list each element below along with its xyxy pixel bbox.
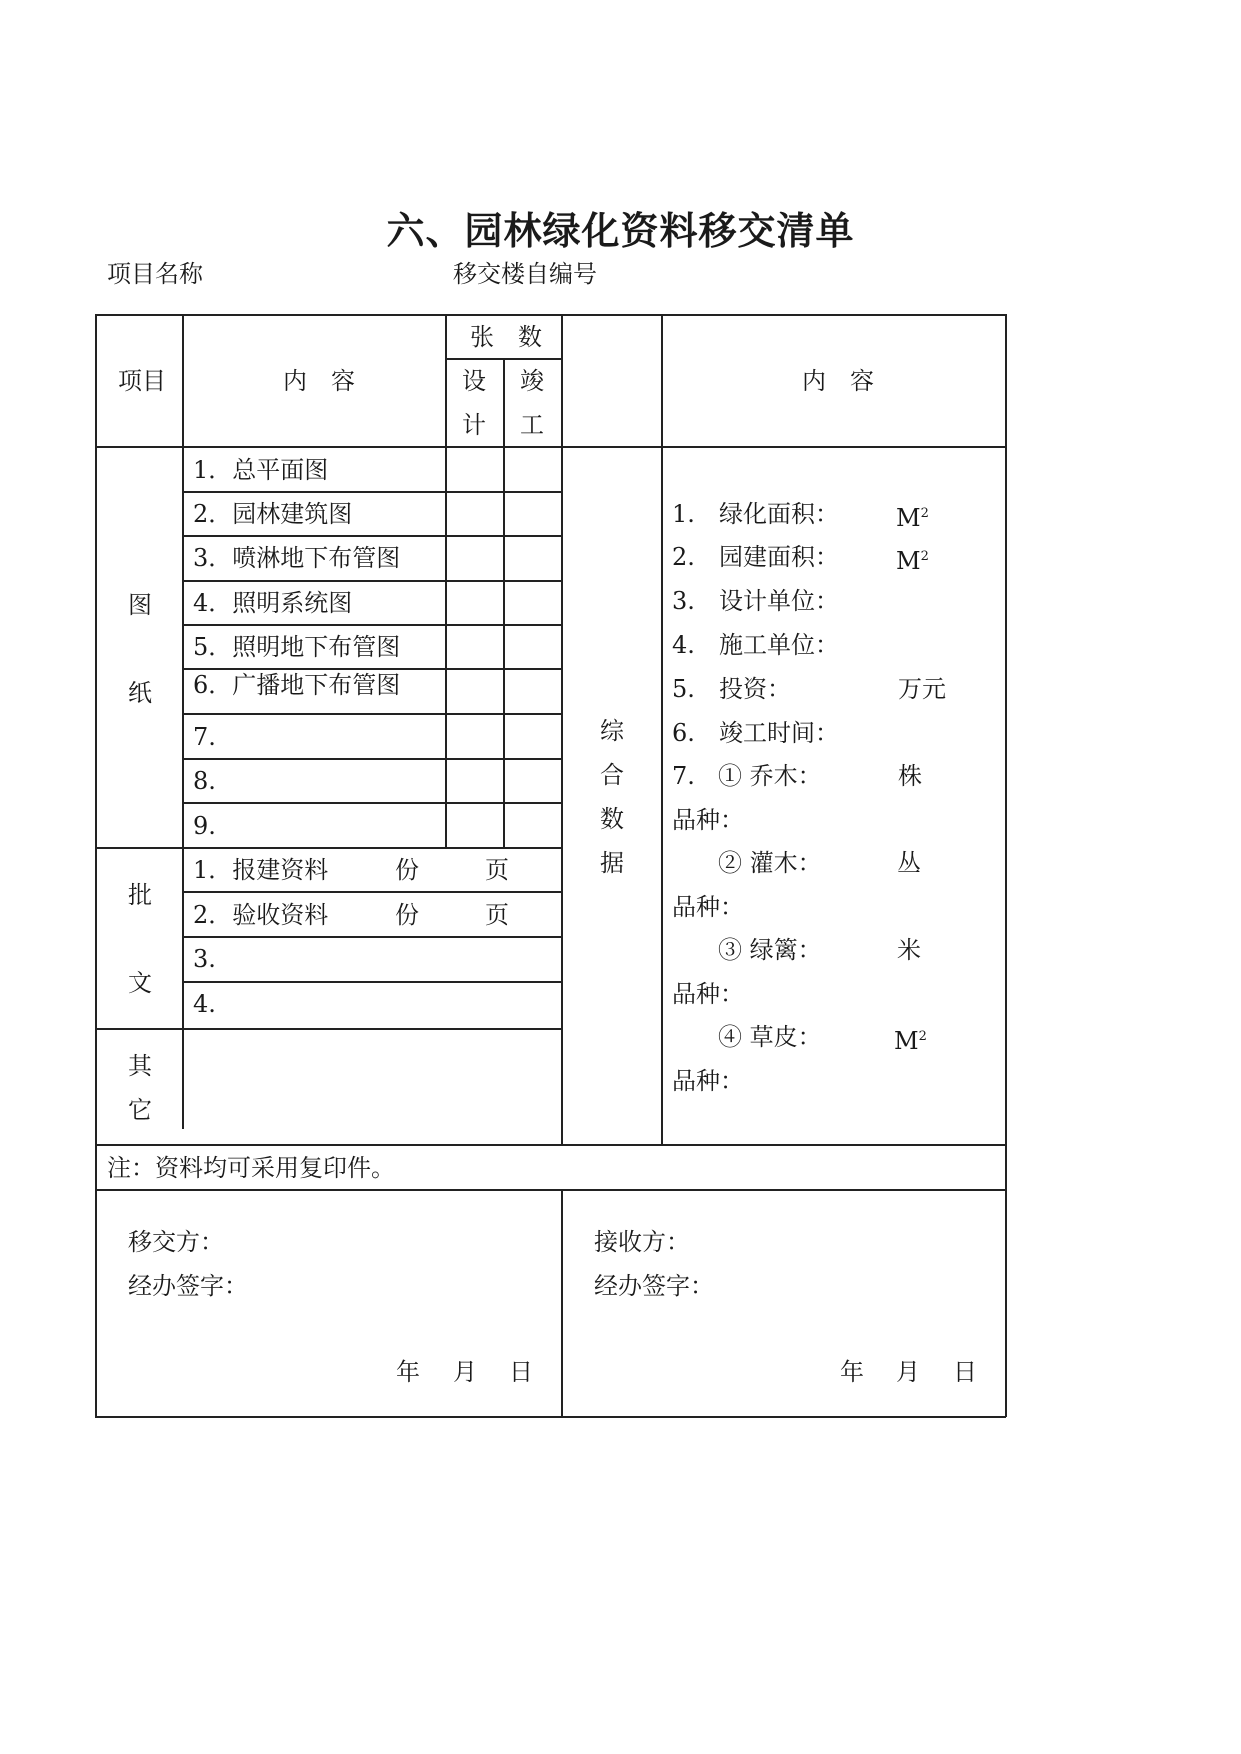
approvals-label-2: 文: [128, 969, 152, 997]
summary-unit: $M^2$: [896, 547, 929, 575]
plant-label: ③ 绿篱：: [718, 936, 822, 964]
other-label-2: 它: [128, 1096, 152, 1124]
plant-variety: 品种：: [672, 1067, 744, 1095]
summary-unit: 万元: [898, 675, 946, 703]
drawings-label-2: 纸: [128, 679, 152, 707]
summary-num: 1.: [672, 500, 695, 528]
approvals-label-1: 批: [128, 881, 152, 909]
approval-row: 3.: [193, 945, 216, 973]
header-design: 设 计: [462, 367, 486, 439]
page-title: 六、园林绿化资料移交清单: [386, 209, 855, 253]
plant-label: ④ 草皮：: [718, 1023, 822, 1051]
approval-row: 4.: [193, 990, 216, 1018]
drawing-row: 3．喷淋地下布管图: [193, 544, 401, 572]
summary-label: 综: [600, 717, 624, 745]
drawing-row: 5．照明地下布管图: [193, 633, 401, 661]
approval-row: 1．报建资料: [193, 856, 329, 884]
summary-item-label: 投资：: [719, 675, 791, 703]
approval-row: 2．验收资料: [193, 901, 329, 929]
summary-num: 2.: [672, 543, 695, 571]
approval-pages: 页: [485, 856, 509, 884]
summary-item-label: 绿化面积：: [719, 500, 839, 528]
summary-label: 据: [600, 849, 624, 877]
other-label-1: 其: [128, 1052, 152, 1080]
receiver-label: 接收方：: [594, 1228, 690, 1256]
giver-label: 移交方：: [128, 1228, 224, 1256]
drawing-row: 2．园林建筑图: [193, 500, 353, 528]
note: 注：资料均可采用复印件。: [107, 1154, 395, 1182]
giver-month: 月: [453, 1358, 477, 1386]
building-no-label: 移交楼自编号: [453, 260, 597, 288]
receiver-month: 月: [896, 1358, 920, 1386]
summary-unit: $M^2$: [896, 504, 929, 532]
receiver-day: 日: [953, 1358, 977, 1386]
plant-unit: 米: [897, 936, 921, 964]
summary-label: 合: [600, 761, 624, 789]
summary-item-label: 设计单位：: [719, 587, 839, 615]
summary-num: 4.: [672, 631, 695, 659]
project-name-label: 项目名称: [107, 260, 203, 288]
drawing-row: 9.: [193, 812, 216, 840]
plant-label: ② 灌木：: [718, 849, 822, 877]
drawing-row: 4．照明系统图: [193, 589, 353, 617]
summary-num: 7.: [672, 762, 695, 790]
giver-day: 日: [509, 1358, 533, 1386]
drawings-label-1: 图: [128, 591, 152, 619]
plant-label: ① 乔木：: [718, 762, 822, 790]
plant-unit: $M^2$: [894, 1027, 927, 1055]
giver-year: 年: [396, 1358, 420, 1386]
drawing-row: 6．广播地下布管图: [193, 671, 401, 699]
receiver-year: 年: [840, 1358, 864, 1386]
summary-num: 5.: [672, 675, 695, 703]
summary-item-label: 竣工时间：: [719, 719, 839, 747]
giver-sign-label: 经办签字：: [128, 1272, 248, 1300]
plant-unit: 丛: [897, 849, 921, 877]
header-item: 项目: [118, 367, 166, 395]
drawing-row: 7.: [193, 723, 216, 751]
approval-pages: 页: [485, 901, 509, 929]
approval-copies: 份: [395, 901, 419, 929]
header-completion: 竣 工: [520, 367, 544, 439]
summary-num: 6.: [672, 719, 695, 747]
header-count: 张 数: [470, 323, 542, 351]
drawing-row: 8.: [193, 767, 216, 795]
receiver-sign-label: 经办签字：: [594, 1272, 714, 1300]
summary-item-label: 园建面积：: [719, 543, 839, 571]
plant-variety: 品种：: [672, 893, 744, 921]
header-right-content: 内 容: [802, 367, 874, 395]
plant-unit: 株: [898, 762, 922, 790]
summary-num: 3.: [672, 587, 695, 615]
plant-variety: 品种：: [672, 980, 744, 1008]
summary-item-label: 施工单位：: [719, 631, 839, 659]
plant-variety: 品种：: [672, 806, 744, 834]
approval-copies: 份: [395, 856, 419, 884]
drawing-row: 1．总平面图: [193, 456, 329, 484]
header-content: 内 容: [283, 367, 355, 395]
summary-label: 数: [600, 805, 624, 833]
